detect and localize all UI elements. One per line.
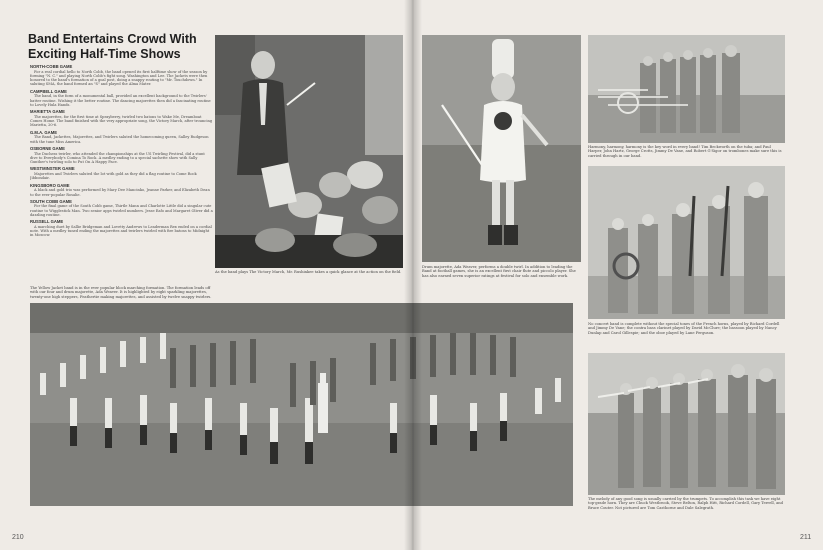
section-heading: MARIETTA GAME	[30, 109, 65, 115]
band-field-formation-photo	[30, 303, 573, 506]
drum-majorette-photo	[422, 35, 581, 262]
section-body: For a real cordial hello to North Cobb, the band opened its first halftime show of the season by forming "N. C." and playing North Cobb's fight song. Washington and Lee. The Jackets were then honored to the band's formation of a goal post, doing a snappy routing to "Mr. Touchdown." In saluting SMA, the band formed an "S" and played the Alma Mater.	[30, 69, 208, 87]
section-body: The Band, Jackettes, Majorettes, and Twirlers saluted the homecoming queen, Salley Rudgeson with the tune Miss America.	[30, 135, 209, 144]
section-heading: OSBORNE GAME	[30, 145, 65, 151]
section-heading: G.M.A. GAME	[30, 129, 57, 135]
section-heading: CAMPBELL GAME	[30, 88, 67, 94]
section-body: The majorettes, for the first time at Sprayberry, twirled two batons to Wake Me, Dreamboat Comes Home. The band finished with the very appropriate song, the Victory March, after trouncing Marietta, 20-6.	[30, 114, 213, 128]
french-horn-section-caption: No concert band is complete without the special tones of the French horns, played by Richard Cordell and Jimmy De Vane; the contra bass clarinet played by David McClure; the bassoon played by Nancy Dunlap and Carol Gillespie; and the oboe played by Lane Ferguson.	[588, 322, 780, 335]
section-heading: RUSSELL GAME	[30, 219, 64, 225]
section-body: A black and gold trio was performed by Mary Dee Mancinko, Jeanne Parker, and Elizabeth Dean to the ever-popular Rosalie.	[30, 188, 210, 197]
section-body: The Duchess twirler, who attended the championships at the US Twirling Festival, did a stunt dive to Everybody's Comina To Rock. A medley ending to a special sachette show with Sally Gunther's twirling solo to Put On A Happy Face.	[30, 151, 205, 165]
page-title: Band Entertains Crowd With Exciting Half-Time Shows	[28, 32, 197, 61]
trumpet-section-photo	[588, 353, 785, 495]
field-formation-text: The Yellow Jacket band is in the ever popular block marching formation. The formation leads off with our four and drum majorette, Ada Weaver. It is highlighted by eight sparkling majorettes, twenty-one high steppers, Feathertie making majorettes, and assisted by twelve snappy twirlers.	[30, 286, 212, 299]
page-number-right: 211	[800, 534, 812, 541]
section-body: A marching duet by Sallie Bridgeman and Lovetty Andrews to Leaderman Rex ended on a cordial note. With a medley tuned ending the majorettes and twirlers twirled with fire batons to Midnight in Moscow.	[30, 224, 212, 238]
french-horn-section-photo	[588, 166, 785, 319]
article-text	[30, 62, 213, 284]
trombone-section-photo	[588, 35, 785, 143]
section-body: The band, in the form of a monumental ball, provided an excellent background to the Twirlers' batter routine. Wishing it the better routine. The dancing majorettes then did a fascinating routine to Lovely Hula Hands.	[30, 94, 211, 107]
trombone-section-caption: Harmony, harmony, harmony is the key word in every band! Tim Beckworth on the tuba; and Paul Harper, John Hartz, George Crotts, Jimmy De Vane, and Robert G'Sigor on trombones make sure this is carried through in our band.	[588, 145, 782, 158]
section-heading: KINGSBORO GAME	[30, 182, 70, 188]
conductor-photo	[215, 35, 403, 268]
conductor-photo-caption: As the band plays The Victory March, Mr. Rushinkee takes a quick glance at the action on the field.	[215, 270, 402, 274]
section-body: For the final game of the South Cobb game, Thirtle Mann and Charlotte Little did a singular cute routine to Wigglestick Man. Two senior apps twirled numbers. Jesse Eafo and Margaret Oliver did a dazzling routine.	[30, 204, 213, 217]
trumpet-section-caption: The melody of any good song is usually carried by the trumpets. To accomplish this task we have eight top-grade horn. They are Chuck Westbrook, Steve Belton, Ralph Hitt, Richard Cordell, Gary Terrell, and Bruce Couter. Not pictured are Tom Casthorne and Dale Salegrath.	[588, 497, 784, 510]
section-heading: WESTMINSTER GAME	[30, 166, 75, 172]
page-number-left: 210	[12, 534, 24, 541]
section-body: Majorettes and Twirlers saluted the lot with gold as they did a flag routine to Come Rock Jibbondair.	[30, 172, 197, 181]
drum-majorette-caption: Drum majorette, Ada Weaver, performs a double twirl. In addition to leading the Band at football games, she is an excellent first chair flute and piccolo player. She has also earned seven superior ratings at festival for solo and ensemble work.	[422, 265, 576, 278]
book-gutter	[404, 0, 422, 550]
section-heading: SOUTH COBB GAME	[30, 198, 72, 204]
section-heading: NORTH-COBB GAME	[30, 64, 73, 69]
